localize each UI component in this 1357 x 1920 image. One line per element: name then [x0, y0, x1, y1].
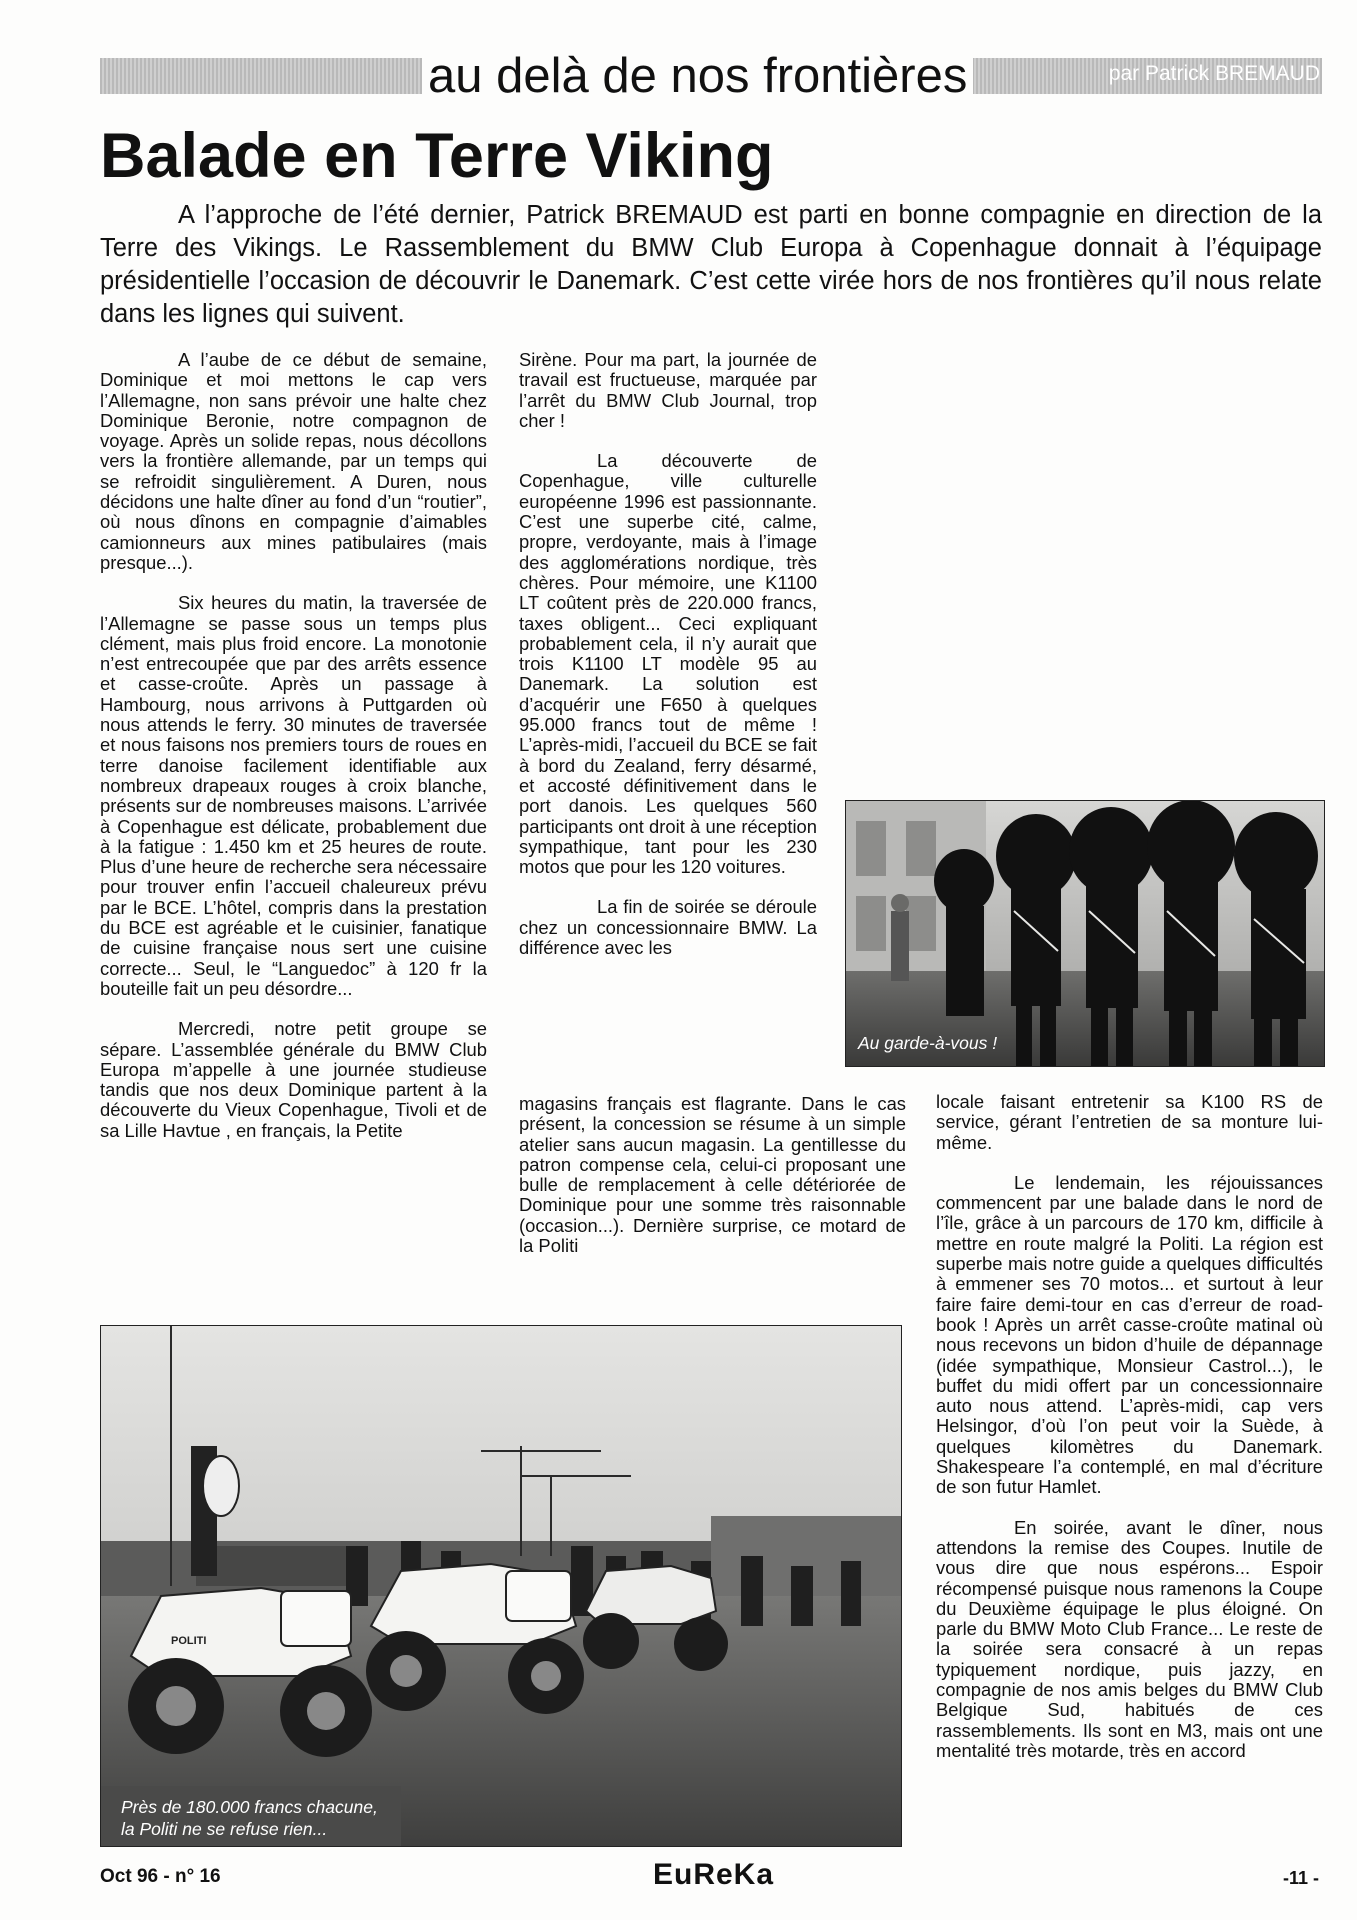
column2-paragraph: La découverte de Copenhague, ville culturelle européenne 1996 est passionnante. C’est une superbe cité, calme, propre, verdoyante, mais à l’image des agglomérations nordique, très chères. Pour mémoire, une K1100 LT coûtent près de 220.000 francs, taxes obligent... Ceci expliquant probablement cela, il n’y aurait que trois K1100 LT modèle 95 au Danemark. La solution est d’acquérir une F650 à quelques 95.000 francs tout de même ! L’après-midi, l’accueil du BCE se fait à bord du Zealand, ferry désarmé, et accosté définitivement dans le port danois. Les quelques 560 participants ont droit à une réception sympathique, tant pour les 230 motos que pour les 120 voitures.: [519, 450, 817, 878]
column2-paragraph: magasins français est flagrante. Dans le cas présent, la concession se résume à un simple atelier sans aucun magasin. La gentillesse du patron compense cela, celui-ci proposant une bulle de remplacement à celle détériorée de Dominique pour une somme très raisonnable (occasion...). Dernière surprise, ce motard de la Politi: [519, 1093, 906, 1257]
motorcycles-photo-caption-line-1: Près de 180.000 francs chacune,: [121, 1797, 378, 1817]
column2-paragraph: Sirène. Pour ma part, la journée de travail est fructueuse, marquée par l’arrêt du BMW Club Journal, trop cher !: [519, 349, 817, 431]
issue-number: Oct 96 - n° 16: [100, 1866, 221, 1887]
article-column-1: [100, 350, 487, 1161]
lead-paragraph: A l’approche de l’été dernier, Patrick BREMAUD est parti en bonne compagnie en direction de la Terre des Vikings. Le Rassemblement du BMW Club Europa à Copenhague donnait à l’équipage présidentielle l’occasion de découvrir le Danemark. C’est cette virée hors de nos frontières qu’il nous relate dans les lignes qui suivent.: [100, 201, 1322, 328]
article-column-2-lower: [519, 1094, 906, 1276]
article-headline: Balade en Terre Viking: [100, 121, 774, 191]
guards-photo-caption: Au garde-à-vous !: [858, 1033, 998, 1053]
column3-paragraph: Le lendemain, les réjouissances commencent par une balade dans le nord de l’île, grâce à un parcours de 170 km, difficile à mettre en route malgré la Politi. La région est superbe mais notre guide a quelques difficultés à emmener ses 70 motos... et surtout à leur faire faire demi-tour en cas d’erreur de road-book ! Après un arrêt casse-croûte matinal où nous recevons un bidon d’huile de dépannage (idée sympathique, Monsieur Castrol...), le buffet du midi offert par un concessionnaire auto nous attend. L’après-midi, cap vers Helsingor, d’où l’on peut voir la Suède, à quelques kilomètres du Danemark. Shakespeare l’a contemplé, en mal d’écriture de son futur Hamlet.: [936, 1171, 1323, 1498]
article-lead: [100, 199, 1322, 331]
column1-paragraph: A l’aube de ce début de semaine, Dominique et moi mettons le cap vers l’Allemagne, non sans prévoir une halte chez Dominique Beronie, notre compagnon de voyage. Après un solide repas, nous décollons vers la frontière allemande, par un temps qui se refroidit singulièrement. A Duren, nous décidons une halte dîner au fond d’un “routier”, où nous dînons en compagnie d’aimables camionneurs aux mines patibulaires (mais presque...).: [100, 349, 487, 573]
byline: par Patrick BREMAUD: [1108, 62, 1320, 85]
column3-paragraph: En soirée, avant le dîner, nous attendons la remise des Coupes. Inutile de vous dire que nous espérons... Espoir récompensé puisque nous ramenons la Coupe du Deuxième équipage le plus éloigné. On parle du BMW Moto Club France... Le reste de la soirée sera consacré à un repas typiquement nordique, puis jazzy, en compagnie de nos amis belges du BMW Club Belgique Sud, habitués de ces rassemblements. Ils sont en M3, mais ont une mentalité très motarde, très en accord: [936, 1516, 1323, 1761]
motorcycle-politi-label: POLITI: [171, 1635, 207, 1647]
article-column-3: [936, 1092, 1323, 1781]
column2-paragraph: La fin de soirée se déroule chez un concessionnaire BMW. La différence avec les: [519, 896, 817, 959]
magazine-brand: EuReKa: [653, 1858, 775, 1891]
column1-paragraph: Six heures du matin, la traversée de l’Allemagne se passe sous un temps plus clément, mais plus froid encore. La monotonie n’est entrecoupée que par des arrêts essence et casse-croûte. Après un passage à Hambourg, nous arrivons à Puttgarden où nous attends le ferry. 30 minutes de traversée et nous faisons nos premiers tours de roues en terre danoise facilement identifiable aux nombreux drapeaux rouges à croix blanche, présents sur de nombreuses maisons. L’arrivée à Copenhague est délicate, probablement due à la fatigue : 1.450 km et 25 heures de route. Plus d’une heure de recherche sera nécessaire pour trouver enfin l’accueil chaleureux prévu par le BCE. L’hôtel, compris dans la prestation du BCE est agréable et le cuisinier, fanatique de cuisine française nous sert une cuisine correcte... Seul, le “Languedoc” à 120 fr la bouteille fait un peu désordre...: [100, 592, 487, 999]
photo-royal-guards: [845, 800, 1325, 1067]
royal-guards-image: [846, 801, 1324, 1066]
motorcycles-photo-caption-line-2: la Politi ne se refuse rien...: [121, 1819, 328, 1839]
page-number: -11 -: [1282, 1868, 1319, 1888]
photo-police-motorcycles: [100, 1325, 902, 1847]
column3-paragraph: locale faisant entretenir sa K100 RS de service, gérant l’entretien de sa monture lui-même.: [936, 1091, 1323, 1153]
section-title: au delà de nos frontières: [422, 50, 973, 102]
column1-paragraph: Mercredi, notre petit groupe se sépare. L’assemblée générale du BMW Club Europa m’appelle à une journée studieuse tandis que nos deux Dominique partent à la découverte du Vieux Copenhague, Tivoli et de sa Lille Havtue , en français, la Petite: [100, 1018, 487, 1141]
article-column-2-upper: [519, 350, 817, 978]
police-motorcycles-image: [101, 1326, 901, 1846]
